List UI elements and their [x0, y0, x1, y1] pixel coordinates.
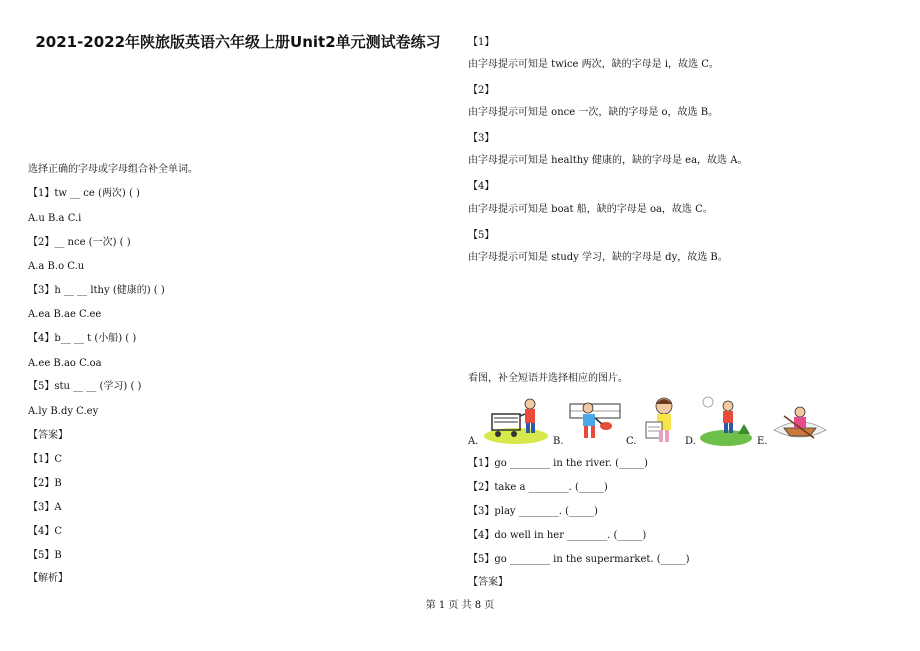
explanation-4: 由字母提示可知是 boat 船，缺的字母是 oa，故选 C。 [468, 204, 713, 215]
shopping-cart-picture [482, 394, 550, 446]
girl-studying-picture [638, 394, 684, 446]
question-2: 【2】__ nce (一次) ( ) [28, 237, 131, 248]
options-4: A.ee B.ao C.oa [28, 358, 102, 369]
explanation-num-1: 【1】 [468, 37, 495, 48]
options-3: A.ea B.ae C.ee [28, 309, 102, 320]
question2-5: 【5】go ________ in the supermarket. (_____) [468, 554, 690, 565]
explanation-1: 由字母提示可知是 twice 两次，缺的字母是 i，故选 C。 [468, 59, 719, 70]
question2-3: 【3】play ________. (_____) [468, 506, 598, 517]
analysis-heading: 【解析】 [28, 573, 68, 584]
explanation-5: 由字母提示可知是 study 学习，缺的字母是 dy，故选 B。 [468, 252, 728, 263]
question-3: 【3】h __ __ lthy (健康的) ( ) [28, 285, 165, 296]
answer-heading-2: 【答案】 [468, 577, 508, 588]
question-5: 【5】stu __ __ (学习) ( ) [28, 381, 142, 392]
pic-label-d: D. [685, 436, 696, 447]
question2-4: 【4】do well in her ________. (_____) [468, 530, 647, 541]
answer-heading: 【答案】 [28, 430, 68, 441]
pic-label-c: C. [626, 436, 637, 447]
instruction-2: 看图，补全短语并选择相应的图片。 [468, 373, 628, 384]
tennis-picture [566, 394, 624, 446]
answer-2: 【2】B [28, 478, 62, 489]
page-footer: 第 1 页 共 8 页 [425, 600, 495, 611]
pic-label-e: E. [757, 436, 768, 447]
explanation-num-4: 【4】 [468, 181, 495, 192]
question2-1: 【1】go ________ in the river. (_____) [468, 458, 648, 469]
explanation-2: 由字母提示可知是 once 一次，缺的字母是 o，故选 B。 [468, 107, 719, 118]
options-1: A.u B.a C.i [28, 213, 82, 224]
answer-4: 【4】C [28, 526, 63, 537]
pic-label-b: B. [553, 436, 564, 447]
options-2: A.a B.o C.u [28, 261, 85, 272]
question-4: 【4】b__ __ t (小船) ( ) [28, 333, 137, 344]
page-title: 2021-2022年陕旅版英语六年级上册Unit2单元测试卷练习 [35, 33, 441, 51]
explanation-num-5: 【5】 [468, 230, 495, 241]
explanation-3: 由字母提示可知是 healthy 健康的，缺的字母是 ea，故选 A。 [468, 155, 748, 166]
question-1: 【1】tw __ ce (两次) ( ) [28, 188, 140, 199]
boating-picture [770, 394, 830, 446]
answer-5: 【5】B [28, 550, 62, 561]
question2-2: 【2】take a ________. (_____) [468, 482, 608, 493]
options-5: A.ly B.dy C.ey [28, 406, 99, 417]
answer-3: 【3】A [28, 502, 62, 513]
explanation-num-3: 【3】 [468, 133, 495, 144]
answer-1: 【1】C [28, 454, 63, 465]
explanation-num-2: 【2】 [468, 85, 495, 96]
hiking-picture [698, 394, 754, 446]
instruction: 选择正确的字母或字母组合补全单词。 [28, 164, 198, 175]
pic-label-a: A. [468, 436, 479, 447]
